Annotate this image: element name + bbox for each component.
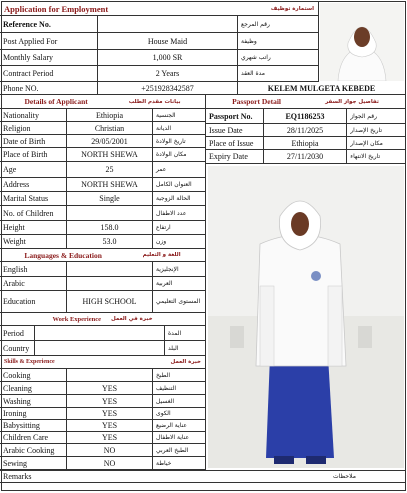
row-value: Ethiopia [264,137,348,149]
applicant-section-title-ar: بيانات مقدم الطلب [128,98,181,105]
row-label-ar: تاريخ الولادة [156,137,186,145]
language-row [0,262,205,277]
row-label: Monthly Salary [0,50,98,65]
languages-section-header [0,249,205,262]
remarks-label-ar: ملاحظات [333,473,356,480]
passport-section-header [205,95,405,109]
row-label-ar: المدة [168,329,182,337]
row-value: 25 [67,162,153,177]
row-label: Marital Status [0,192,67,205]
row-label: Religion [0,122,67,134]
row-value: NO [67,457,153,469]
row-label-ar: مكان الولادة [156,151,187,158]
phone-row [0,82,405,95]
row-label: Sewing [0,457,67,469]
phone-value: +251928342587 [98,82,238,94]
row-label: Babysitting [0,420,67,431]
row-label: Contract Period [0,66,98,81]
row-value [67,206,153,220]
row-value: 158.0 [67,221,153,234]
applicant-section-header [0,95,205,109]
skill-row [0,369,205,382]
passport-row [205,137,405,150]
applicant-row [0,192,205,206]
row-label: Height [0,221,67,234]
header-bar [0,2,318,16]
remarks-label: Remarks [3,472,32,481]
top-row-contract [0,66,318,82]
row-value: NORTH SHEWA [67,148,153,161]
row-value: 1,000 SR [98,50,238,65]
row-label-ar: الديانة [156,124,172,132]
row-label-ar: الغسيل [156,397,175,405]
row-label-ar: تاريخ الانتهاء [350,153,381,160]
applicant-section-title: Details of Applicant [24,97,88,106]
row-value: House Maid [98,33,238,49]
applicant-row [0,148,205,162]
row-label: Place of Birth [0,148,67,161]
row-label: Cooking [0,369,67,381]
phone-label: Phone NO. [0,82,98,94]
row-value [98,16,238,32]
row-value [35,341,165,355]
row-label-ar: ارتفاع [156,224,171,231]
row-label: English [0,262,67,276]
row-label-ar: رقم المرجع [241,20,270,28]
row-label-ar: مكان الإصدار [350,139,383,147]
skill-row [0,420,205,432]
row-label: Reference No. [0,16,98,32]
row-label: Nationality [0,109,67,121]
row-label-ar: رقم الجواز [350,112,377,120]
applicant-row [0,135,205,148]
row-label: Country [0,341,35,355]
row-label: Expiry Date [206,150,264,163]
row-label: Date of Birth [0,135,67,147]
skills-section-title-ar: خبرة العمل [170,359,201,365]
work-section-title: Work Experience [52,315,102,323]
row-label: Period [0,326,35,340]
row-value: 29/05/2001 [67,135,153,147]
page-title-ar: استمارة توظيف [270,5,314,12]
row-label: Arabic Cooking [0,444,67,456]
row-value: Single [67,192,153,205]
row-value: NO [67,444,153,456]
top-row-reference [0,16,318,33]
skills-section-title: Skills & Experience [4,359,55,365]
applicant-row [0,221,205,235]
row-label-ar: التنظيف [156,384,177,392]
work-section-title-ar: خبرة في العمل [111,316,153,322]
applicant-row [0,162,205,178]
row-label-ar: خياطة [156,459,172,467]
row-label: Education [0,291,67,312]
row-label-ar: الإنجليزية [156,265,179,273]
language-row [0,277,205,291]
skill-row [0,457,205,470]
row-label-ar: الطبخ [156,371,171,379]
row-value: YES [67,382,153,394]
row-label-ar: عناية الاطفال [156,434,190,441]
row-label-ar: العربية [156,280,173,287]
row-label-ar: العنوان الكامل [156,181,192,188]
row-label-ar: الحالة الزوجية [156,195,191,202]
education-row [0,291,205,313]
applicant-row [0,122,205,135]
row-label: Arabic [0,277,67,290]
row-label: Ironing [0,408,67,419]
row-value: YES [67,408,153,419]
row-value: 28/11/2025 [264,124,348,136]
page-title: Application for Employment [4,3,109,14]
row-value [67,277,153,290]
row-value: HIGH SCHOOL [67,291,153,312]
skill-row [0,395,205,408]
row-label-ar: عدد الاطفال [156,209,187,217]
row-label-ar: راتب شهري [241,54,271,61]
row-label-ar: عناية الرضيع [156,422,187,429]
row-value: 2 Years [98,66,238,81]
row-label: Age [0,162,67,177]
row-label-ar: الطبخ العربي [156,446,189,454]
row-label: Place of Issue [206,137,264,149]
row-label: Issue Date [206,124,264,136]
passport-row [205,124,405,137]
row-label-ar: البلد [168,344,179,352]
row-value: 53.0 [67,235,153,248]
row-value [35,326,165,340]
applicant-photo-small [320,3,404,81]
row-label-ar: مدة العقد [241,70,265,77]
row-label: Weight [0,235,67,248]
row-label: Post Applied For [0,33,98,49]
passport-section-title: Passport Detail [232,97,282,106]
row-label-ar: وظيفة [241,37,257,45]
row-value: NORTH SHEWA [67,178,153,191]
row-value [67,369,153,381]
row-value [67,262,153,276]
applicant-row [0,109,205,122]
row-label: Address [0,178,67,191]
row-label: Washing [0,395,67,407]
row-label: Children Care [0,432,67,443]
languages-section-title-ar: اللغة و التعليم [142,252,181,258]
row-value: YES [67,420,153,431]
row-value: Ethiopia [67,109,153,121]
row-value: Christian [67,122,153,134]
row-label-ar: الكوى [156,410,171,417]
row-value: 27/11/2030 [264,150,348,163]
skills-section-header [0,356,205,369]
row-label-ar: وزن [156,238,167,245]
top-row-salary [0,50,318,66]
languages-section-title: Languages & Education [24,250,102,260]
row-value: YES [67,432,153,443]
top-row-post [0,33,318,50]
applicant-photo-full [208,166,404,468]
row-label-ar: الجنسية [156,111,176,119]
work-row [0,341,205,356]
skill-row [0,408,205,420]
work-row [0,326,205,341]
row-label: Passport No. [206,109,264,123]
row-value: EQ1186253 [264,109,348,123]
row-label: Cleaning [0,382,67,394]
row-label-ar: تاريخ الإصدار [350,126,383,134]
passport-row [205,150,405,164]
row-label: No. of Children [0,206,67,220]
skill-row [0,432,205,444]
skill-row [0,444,205,457]
divider [205,164,206,470]
row-label-ar: المستوى التعليمي [156,298,201,305]
passport-row [205,109,405,124]
divider [318,1,319,82]
row-value: YES [67,395,153,407]
applicant-name: KELEM MULGETA KEBEDE [267,83,376,93]
row-label-ar: عمر [156,166,167,173]
skill-row [0,382,205,395]
applicant-row [0,206,205,221]
remarks-row [0,470,405,483]
applicant-row [0,235,205,249]
applicant-row [0,178,205,192]
passport-section-title-ar: تفاصيل جواز السفر [325,98,379,105]
work-section-header [0,313,205,326]
